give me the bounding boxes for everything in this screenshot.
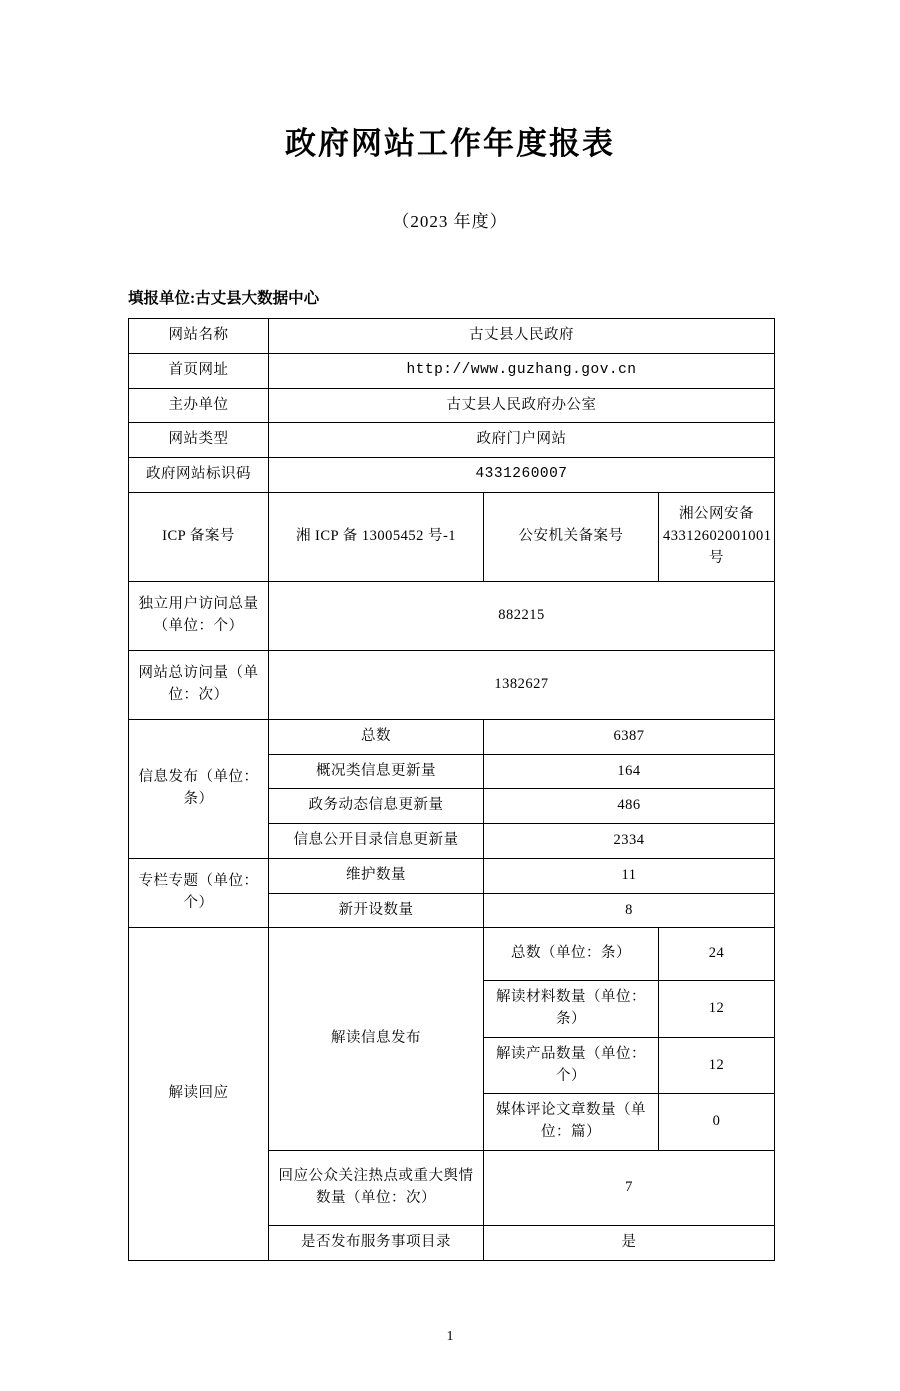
interpretation-item-name: 解读材料数量（单位：条）: [484, 981, 659, 1038]
total-visits-label: 网站总访问量（单位：次）: [129, 650, 269, 719]
info-publish-item-name: 信息公开目录信息更新量: [269, 824, 484, 859]
info-publish-item-name: 概况类信息更新量: [269, 754, 484, 789]
table-row: [129, 650, 775, 719]
info-publish-label: 信息发布（单位：条）: [129, 719, 269, 858]
site-type-value: 政府门户网站: [269, 423, 775, 458]
table-row: [129, 423, 775, 458]
document-page: [0, 118, 900, 1391]
info-publish-item-value: 6387: [484, 719, 775, 754]
info-publish-item-name: 政务动态信息更新量: [269, 789, 484, 824]
homepage-label: 首页网址: [129, 353, 269, 388]
page-subtitle: （2023 年度）: [392, 212, 508, 231]
unique-visitors-value: 882215: [269, 581, 775, 650]
icp-value: 湘 ICP 备 13005452 号-1: [269, 492, 484, 581]
interpretation-label: 解读回应: [129, 928, 269, 1260]
column-topic-item-name: 新开设数量: [269, 893, 484, 928]
column-topic-item-value: 11: [484, 858, 775, 893]
total-visits-value: 1382627: [269, 650, 775, 719]
info-publish-item-value: 164: [484, 754, 775, 789]
icp-label: ICP 备案号: [129, 492, 269, 581]
interpretation-item-value: 12: [659, 1037, 775, 1094]
service-catalog-value: 是: [484, 1225, 775, 1260]
column-topic-label: 专栏专题（单位：个）: [129, 858, 269, 928]
info-publish-item-name: 总数: [269, 719, 484, 754]
table-row: [129, 581, 775, 650]
table-row: [129, 858, 775, 893]
table-row: [129, 492, 775, 581]
police-record-label: 公安机关备案号: [484, 492, 659, 581]
table-row: [129, 458, 775, 493]
info-publish-item-value: 2334: [484, 824, 775, 859]
column-topic-item-value: 8: [484, 893, 775, 928]
homepage-value: http://www.guzhang.gov.cn: [269, 353, 775, 388]
site-code-value: 4331260007: [269, 458, 775, 493]
table-row: [129, 719, 775, 754]
police-record-value: 湘公网安备 43312602001001 号: [659, 492, 775, 581]
page-title: 政府网站工作年度报表: [285, 126, 615, 161]
host-unit-value: 古丈县人民政府办公室: [269, 388, 775, 423]
column-topic-item-name: 维护数量: [269, 858, 484, 893]
info-publish-item-value: 486: [484, 789, 775, 824]
interpretation-publish-label: 解读信息发布: [269, 928, 484, 1151]
host-unit-label: 主办单位: [129, 388, 269, 423]
unique-visitors-label: 独立用户访问总量（单位：个）: [129, 581, 269, 650]
service-catalog-label: 是否发布服务事项目录: [269, 1225, 484, 1260]
site-name-label: 网站名称: [129, 319, 269, 354]
page-number: 1: [446, 1329, 454, 1344]
table-row: [129, 388, 775, 423]
interpretation-item-value: 24: [659, 928, 775, 981]
hotspot-response-value: 7: [484, 1150, 775, 1225]
site-type-label: 网站类型: [129, 423, 269, 458]
annual-report-table: [128, 318, 775, 1261]
interpretation-item-name: 解读产品数量（单位：个）: [484, 1037, 659, 1094]
table-row: [129, 353, 775, 388]
reporting-unit: 填报单位:古丈县大数据中心: [128, 290, 320, 307]
interpretation-item-value: 12: [659, 981, 775, 1038]
interpretation-item-name: 媒体评论文章数量（单位：篇）: [484, 1094, 659, 1151]
table-row: [129, 319, 775, 354]
interpretation-item-name: 总数（单位：条）: [484, 928, 659, 981]
site-name-value: 古丈县人民政府: [269, 319, 775, 354]
site-code-label: 政府网站标识码: [129, 458, 269, 493]
hotspot-response-label: 回应公众关注热点或重大舆情数量（单位：次）: [269, 1150, 484, 1225]
table-row: [129, 928, 775, 981]
interpretation-item-value: 0: [659, 1094, 775, 1151]
